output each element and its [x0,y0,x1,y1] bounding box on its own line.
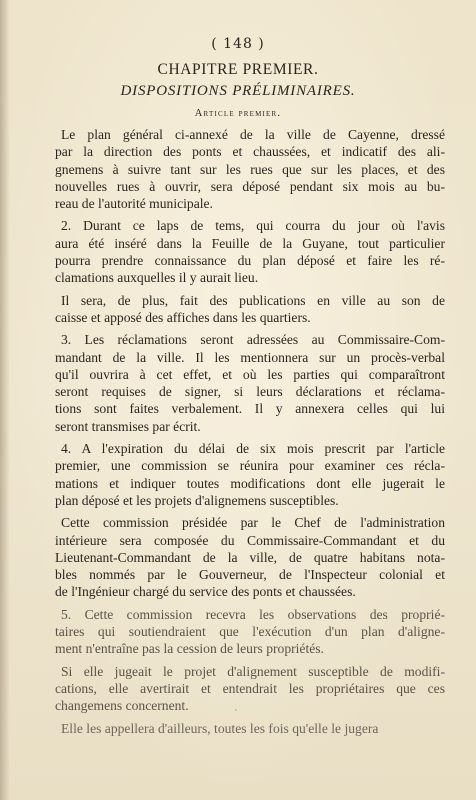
paragraph-article-1 [55,126,445,212]
paragraph-article-2 [55,217,445,286]
section-title: DISPOSITIONS PRÉLIMINAIRES. [120,83,356,99]
paragraph-article-5-final [55,720,445,737]
text-line: nouvelles rues à ouvrir, sera déposé pendant six mois au bu- [55,178,445,194]
text-line: cations, elle avertirait et entendrait les propriétaires que ces [55,680,445,696]
text-line: clamations auxquelles il y aurait lieu. [55,270,259,286]
text-line: mandant de la ville. Il les mentionnera sur un procès-verbal [55,349,445,365]
text-line: Il sera, de plus, fait des publications en ville au son de [61,292,445,308]
paragraph-article-4 [55,440,445,509]
text-line: de l'Ingénieur chargé du service des ponts et chaussées. [55,584,356,600]
text-line: tions sont faites verbalement. Il y annexera celles qui lui [55,401,445,417]
text-line: aura été inséré dans la Feuille de la Guyane, tout particulier [55,235,445,251]
text-line: gnemens à suivre tant sur les rues que sur les places, et des [55,161,445,177]
page-number: ( 148 ) [211,36,265,52]
paragraph-article-5-continued [55,663,445,715]
text-line: Cette commission présidée par le Chef de l'administration [61,515,445,531]
text-line: ment n'entraîne pas la cession de leurs propriétés. [55,641,324,657]
ink-speck: ˋ [234,710,239,720]
text-line: intérieure sera composée du Commissaire-Commandant et du [55,532,445,548]
paragraph-article-2-continued [55,292,445,327]
paragraph-article-4-commission [55,514,445,600]
text-line: 5. Cette commission recevra les observations des proprié- [61,606,445,622]
article-title: Article premier. [194,108,282,119]
text-line: reau de l'autorité municipale. [55,196,213,212]
text-line: caisse et apposé des affiches dans les quartiers. [55,309,311,325]
page-binding-edge [0,0,10,800]
text-line: 4. A l'expiration du délai de six mois prescrit par l'article [61,441,445,457]
paragraph-article-3 [55,331,445,435]
text-line: seront requises de signer, si leurs déclarations et réclama- [55,384,445,400]
text-line: pourra prendre connaissance du plan déposé et faire les ré- [55,253,445,269]
chapter-title: CHAPITRE PREMIER. [157,61,319,78]
text-line: 2. Durant ce laps de tems, qui courra du jour où l'avis [61,218,445,234]
text-line: changemens concernent. [55,698,189,714]
text-line: par la direction des ponts et chaussées, et indicatif des ali- [55,144,445,160]
text-line: Le plan général ci-annexé de la ville de Cayenne, dressé [61,127,445,142]
text-line: qu'il ouvrira à cet effet, et où les parties qui comparaîtront [55,366,445,382]
text-line: bles nommés par le Gouverneur, de l'Inspecteur colonial et [55,567,445,583]
text-line: plan déposé et les projets d'alignemens susceptibles. [55,492,339,508]
paragraph-article-5 [55,606,445,658]
text-line: Elle les appellera d'ailleurs, toutes les fois qu'elle le jugera [61,720,379,736]
body-text [55,126,445,742]
text-line: Lieutenant-Commandant de la ville, de quatre habitans nota- [55,549,445,565]
text-line: seront transmises par écrit. [55,418,201,434]
text-line: 3. Les réclamations seront adressées au Commissaire-Com- [61,332,445,348]
text-line: mations et indiquer toutes modifications dont elle jugerait le [55,475,445,491]
text-line: taires qui soutiendraient que l'exécution d'un plan d'aligne- [55,624,445,640]
text-line: premier, une commission se réunira pour examiner ces récla- [55,458,445,474]
text-line: Si elle jugeait le projet d'alignement susceptible de modifi- [61,663,445,679]
